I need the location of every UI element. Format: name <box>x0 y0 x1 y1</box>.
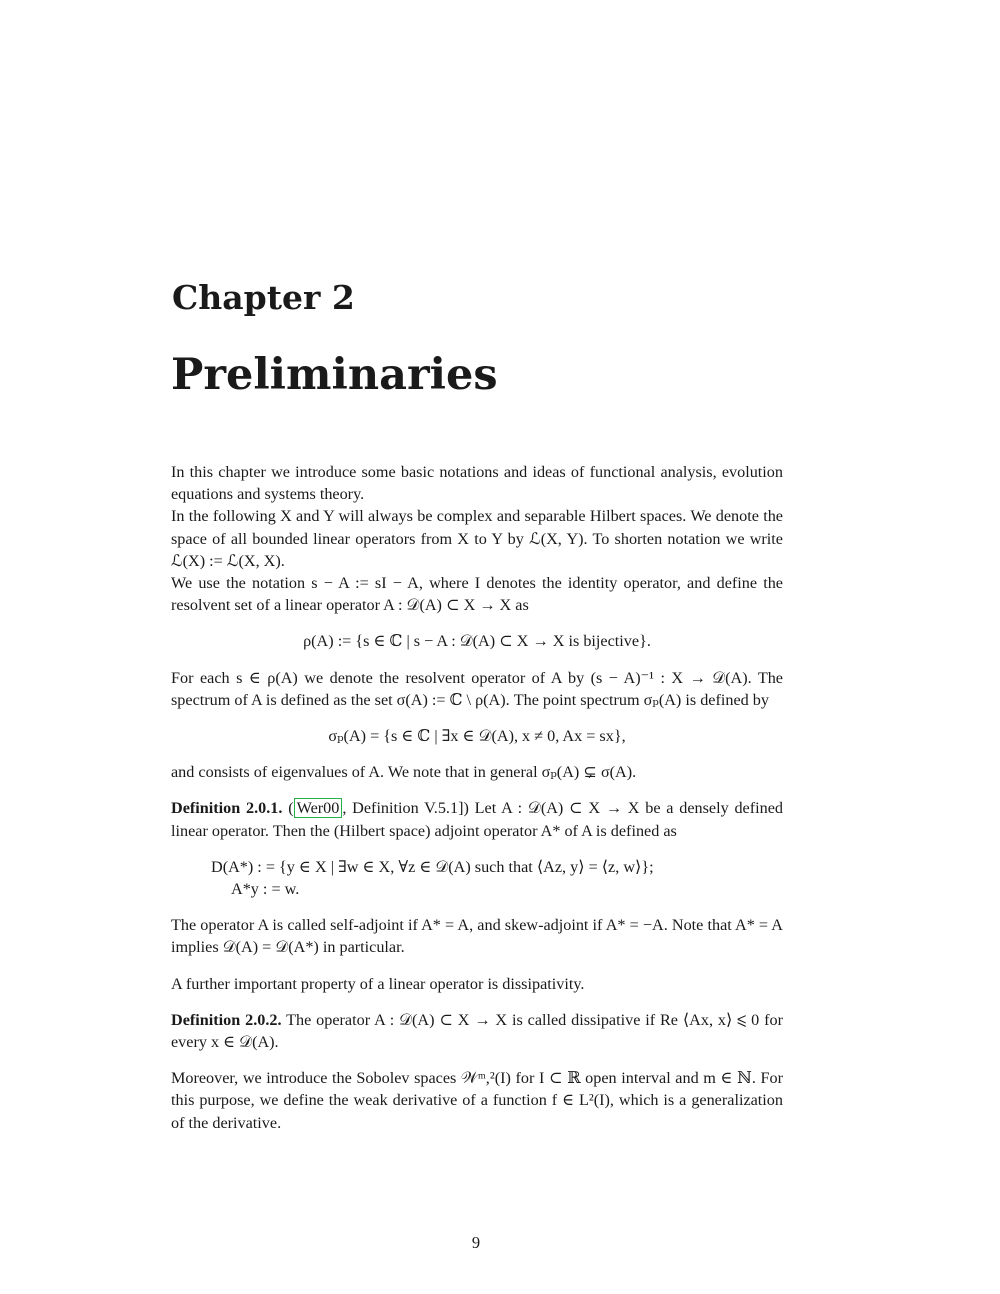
page-number: 9 <box>471 1233 481 1252</box>
chapter-label: Chapter 2 <box>172 278 355 317</box>
paragraph-hilbert-spaces: In the following X and Y will always be complex and separable Hilbert spaces. We denote the space of all bounded linear operators from X to Y by ℒ(X, Y). To shorten notation we write ℒ(X) := ℒ(X, X). <box>171 507 783 570</box>
equation-adjoint <box>211 856 783 900</box>
paragraph-eigenvalues: and consists of eigenvalues of A. We note that in general σₚ(A) ⊊ σ(A). <box>171 763 637 782</box>
equation-resolvent-set: ρ(A) := {s ∈ ℂ | s − A : 𝒟(A) ⊂ X → X is bijective}. <box>303 632 651 651</box>
body-text <box>171 461 783 1134</box>
paragraph-dissipativity: A further important property of a linear operator is dissipativity. <box>171 974 585 993</box>
equation-adjoint-domain: D(A*) : = {y ∈ X | ∃w ∈ X, ∀z ∈ 𝒟(A) such that ⟨Az, y⟩ = ⟨z, w⟩}; <box>211 857 654 876</box>
paragraph-intro: In this chapter we introduce some basic notations and ideas of functional analysis, evolution equations and systems theory. <box>171 463 783 504</box>
definition-dissipative-heading: Definition 2.0.2. <box>171 1010 282 1029</box>
definition-dissipative <box>171 1009 783 1053</box>
definition-adjoint-heading: Definition 2.0.1. <box>171 799 283 818</box>
chapter-title: Preliminaries <box>171 350 498 400</box>
equation-adjoint-map: A*y : = w. <box>231 880 300 899</box>
definition-adjoint <box>171 797 783 841</box>
citation-link[interactable]: Wer00 <box>294 798 343 818</box>
definition-adjoint-open: ( <box>288 799 294 818</box>
paragraph-spectrum: For each s ∈ ρ(A) we denote the resolvent operator of A by (s − A)⁻¹ : X → 𝒟(A). The spectrum of A is defined as the set σ(A) := ℂ \ ρ(A). The point spectrum σₚ(A) is defined by <box>171 668 783 709</box>
definition-adjoint-body: Let A : 𝒟(A) ⊂ X → X be a densely defined linear operator. Then the (Hilbert space) adjoint operator A* of A is defined as <box>171 799 783 840</box>
citation-rest: , Definition V.5.1]) <box>342 799 469 818</box>
equation-point-spectrum: σₚ(A) = {s ∈ ℂ | ∃x ∈ 𝒟(A), x ≠ 0, Ax = sx}, <box>328 727 626 746</box>
paragraph-sobolev: Moreover, we introduce the Sobolev spaces 𝒲ᵐ,²(I) for I ⊂ ℝ open interval and m ∈ ℕ. For this purpose, we define the weak derivative of a function f ∈ L²(I), which is a generalization of the derivative. <box>171 1069 783 1132</box>
paragraph-resolvent-notation: We use the notation s − A := sI − A, where I denotes the identity operator, and define the resolvent set of a linear operator A : 𝒟(A) ⊂ X → X as <box>171 574 783 615</box>
definition-dissipative-body: The operator A : 𝒟(A) ⊂ X → X is called dissipative if Re ⟨Ax, x⟩ ⩽ 0 for every x ∈ 𝒟(A). <box>171 1010 783 1052</box>
paragraph-self-adjoint: The operator A is called self-adjoint if A* = A, and skew-adjoint if A* = −A. Note that A* = A implies 𝒟(A) = 𝒟(A*) in particular. <box>171 916 783 957</box>
